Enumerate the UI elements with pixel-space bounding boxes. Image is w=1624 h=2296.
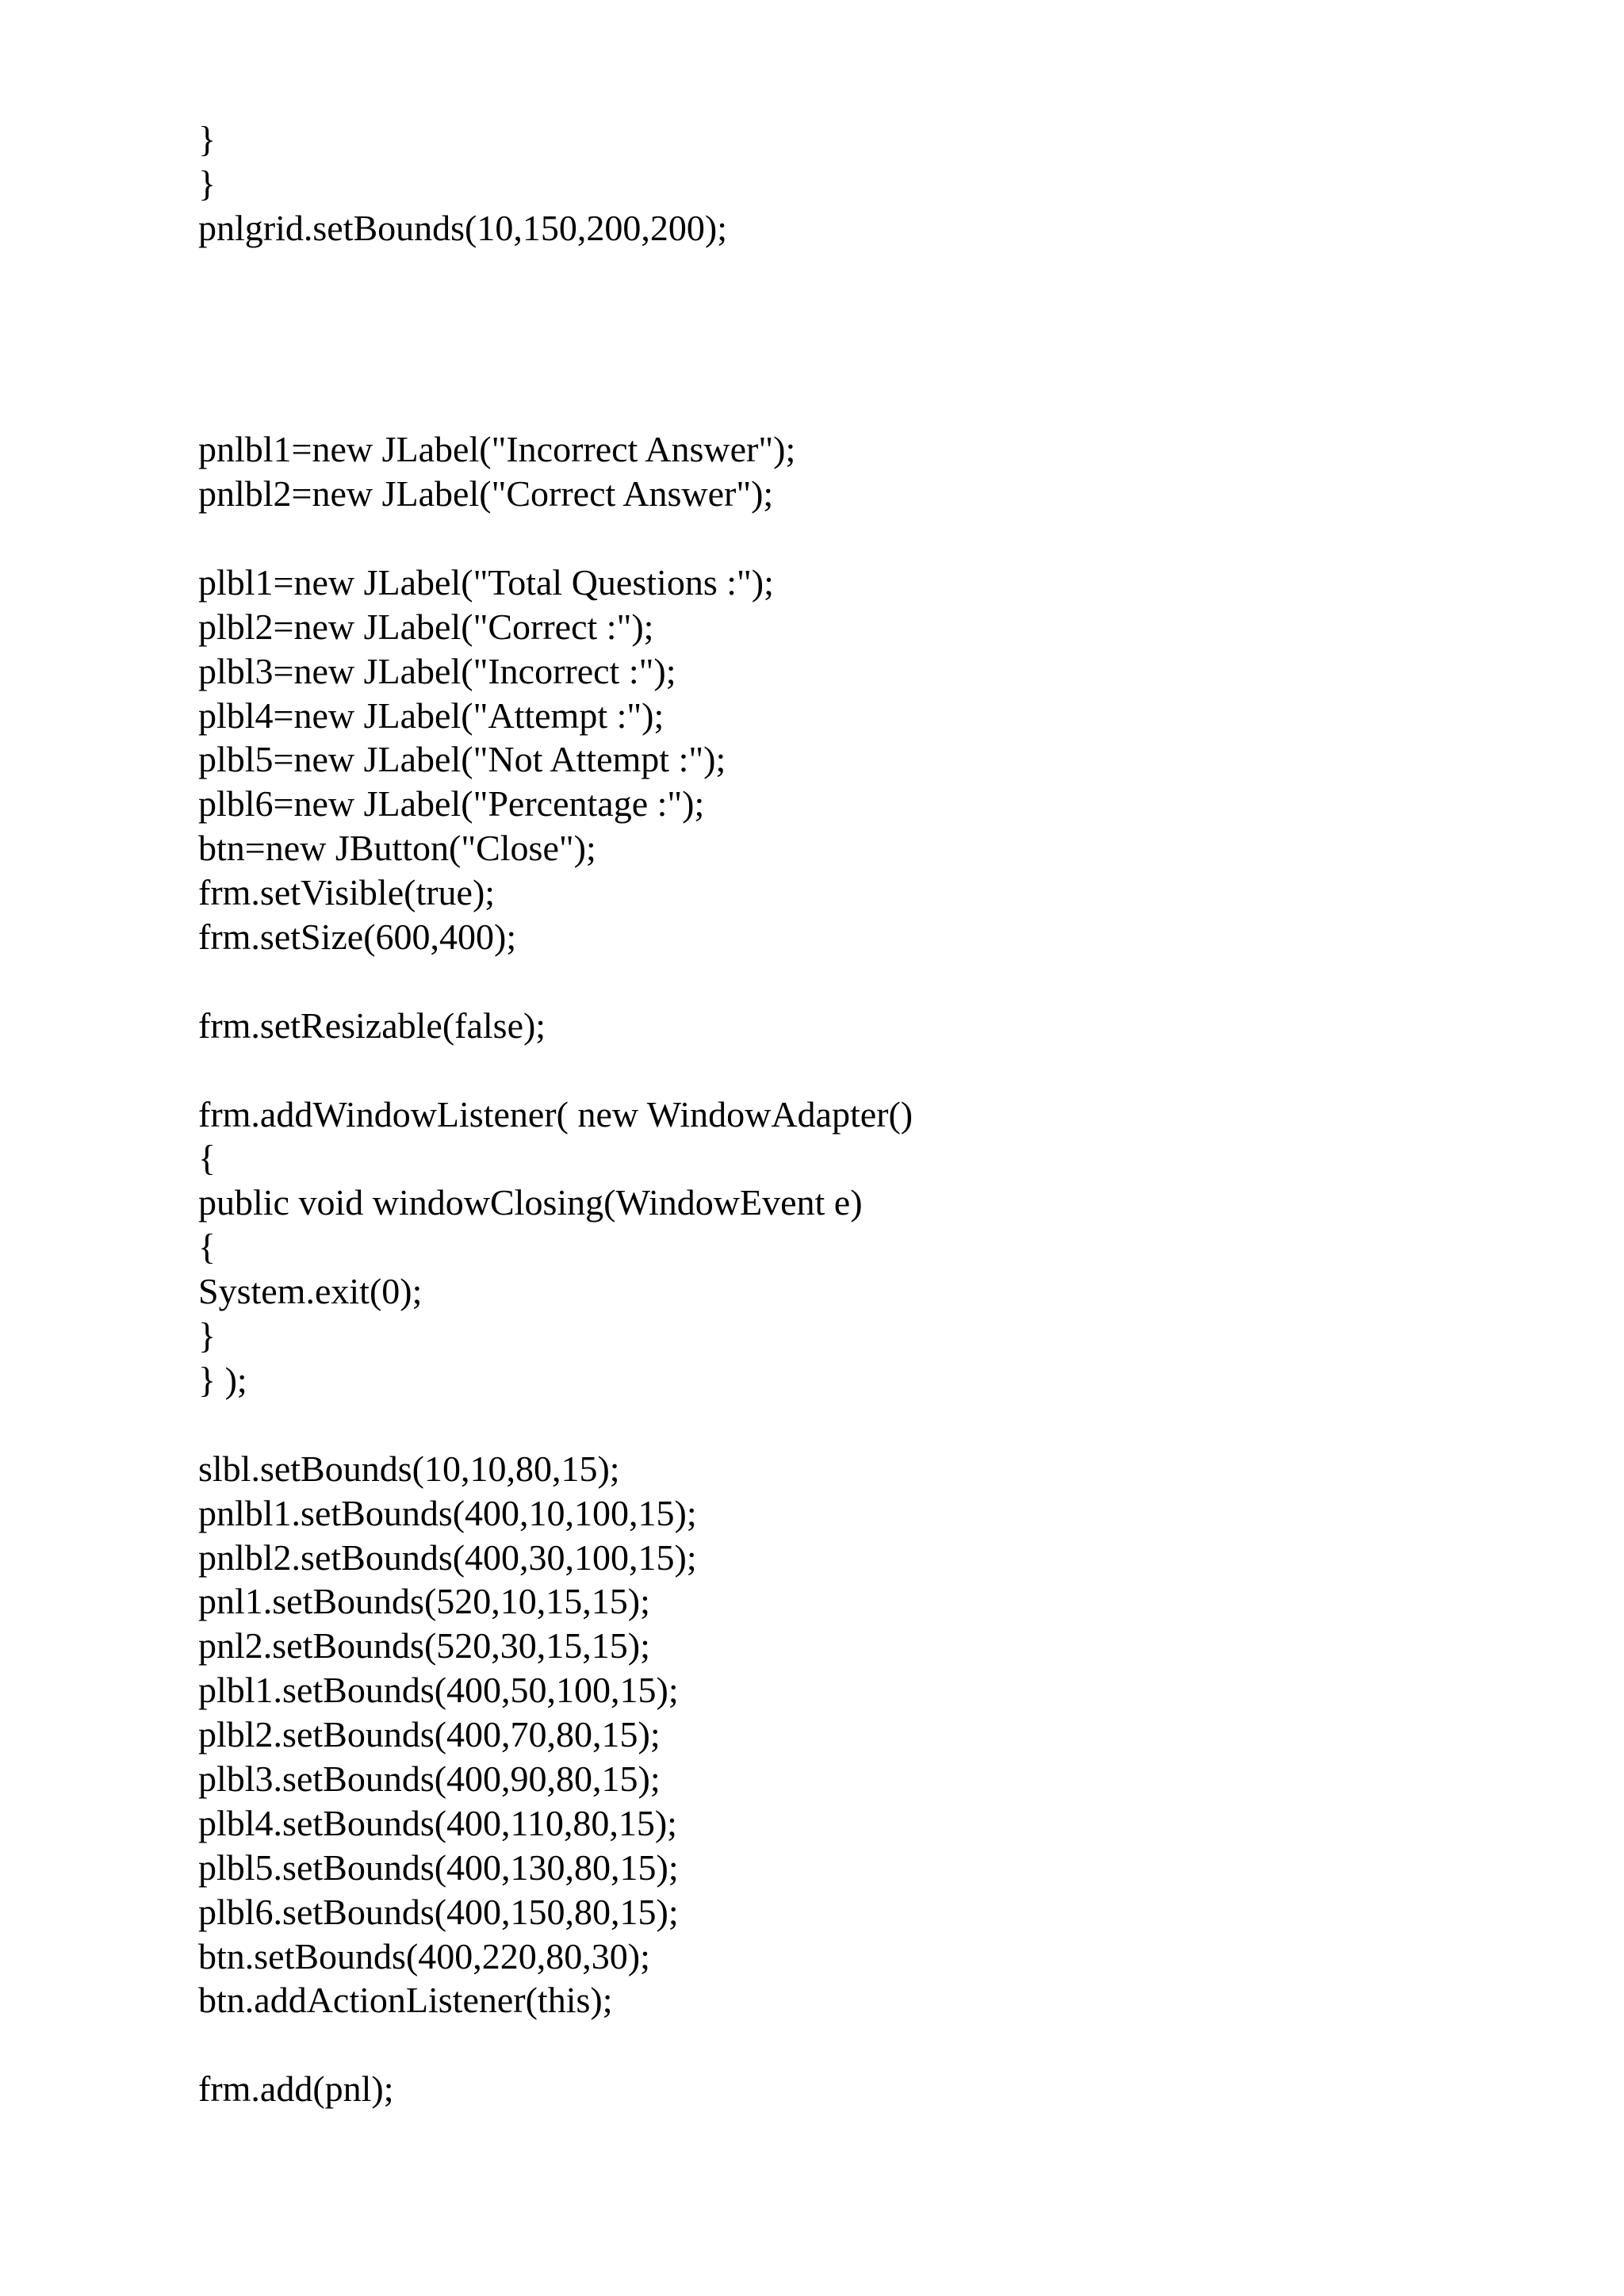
code-listing: [198, 117, 1546, 2111]
code-line: }: [198, 1315, 216, 1357]
code-line: System.exit(0);: [198, 1271, 423, 1312]
code-line: plbl6=new JLabel("Percentage :");: [198, 783, 705, 825]
code-line: plbl3=new JLabel("Incorrect :");: [198, 650, 676, 691]
code-line: pnlbl2.setBounds(400,30,100,15);: [198, 1536, 697, 1578]
code-line: pnlbl1=new JLabel("Incorrect Answer");: [198, 429, 796, 470]
code-line: btn=new JButton("Close");: [198, 828, 596, 869]
code-line: plbl5=new JLabel("Not Attempt :");: [198, 739, 726, 780]
blank-line: [198, 959, 1546, 1004]
code-line: plbl4=new JLabel("Attempt :");: [198, 695, 665, 736]
blank-line: [198, 383, 1546, 427]
code-line: plbl1=new JLabel("Total Questions :");: [198, 561, 774, 603]
code-line: }: [198, 119, 216, 159]
blank-line: [198, 2022, 1546, 2067]
code-line: plbl2=new JLabel("Correct :");: [198, 606, 654, 647]
code-line: plbl6.setBounds(400,150,80,15);: [198, 1891, 679, 1932]
code-line: pnlgrid.setBounds(10,150,200,200);: [198, 207, 727, 248]
code-line: frm.setResizable(false);: [198, 1004, 546, 1046]
code-line: btn.addActionListener(this);: [198, 1980, 613, 2021]
blank-line: [198, 1402, 1546, 1447]
blank-line: [198, 1048, 1546, 1093]
code-line: pnlbl2=new JLabel("Correct Answer");: [198, 473, 774, 515]
code-line: frm.setVisible(true);: [198, 872, 496, 913]
blank-line: [198, 339, 1546, 383]
code-line: plbl1.setBounds(400,50,100,15);: [198, 1670, 679, 1711]
code-line: plbl2.setBounds(400,70,80,15);: [198, 1714, 661, 1755]
code-line: frm.add(pnl);: [198, 2068, 394, 2110]
code-line: btn.setBounds(400,220,80,30);: [198, 1935, 650, 1976]
code-line: plbl5.setBounds(400,130,80,15);: [198, 1846, 679, 1888]
code-line: pnl1.setBounds(520,10,15,15);: [198, 1581, 650, 1622]
code-line: frm.setSize(600,400);: [198, 916, 517, 958]
blank-line: [198, 516, 1546, 561]
code-line: {: [198, 1138, 216, 1179]
code-line: }: [198, 163, 216, 204]
code-line: frm.addWindowListener( new WindowAdapter(): [198, 1093, 914, 1135]
code-line: pnlbl1.setBounds(400,10,100,15);: [198, 1492, 697, 1533]
code-line: slbl.setBounds(10,10,80,15);: [198, 1448, 620, 1489]
blank-line: [198, 251, 1546, 295]
code-line: {: [198, 1226, 216, 1268]
code-line: pnl2.setBounds(520,30,15,15);: [198, 1625, 650, 1667]
code-line: plbl3.setBounds(400,90,80,15);: [198, 1758, 661, 1799]
code-line: } );: [198, 1359, 247, 1400]
code-line: plbl4.setBounds(400,110,80,15);: [198, 1802, 677, 1843]
blank-line: [198, 295, 1546, 339]
code-line: public void windowClosing(WindowEvent e): [198, 1182, 863, 1223]
